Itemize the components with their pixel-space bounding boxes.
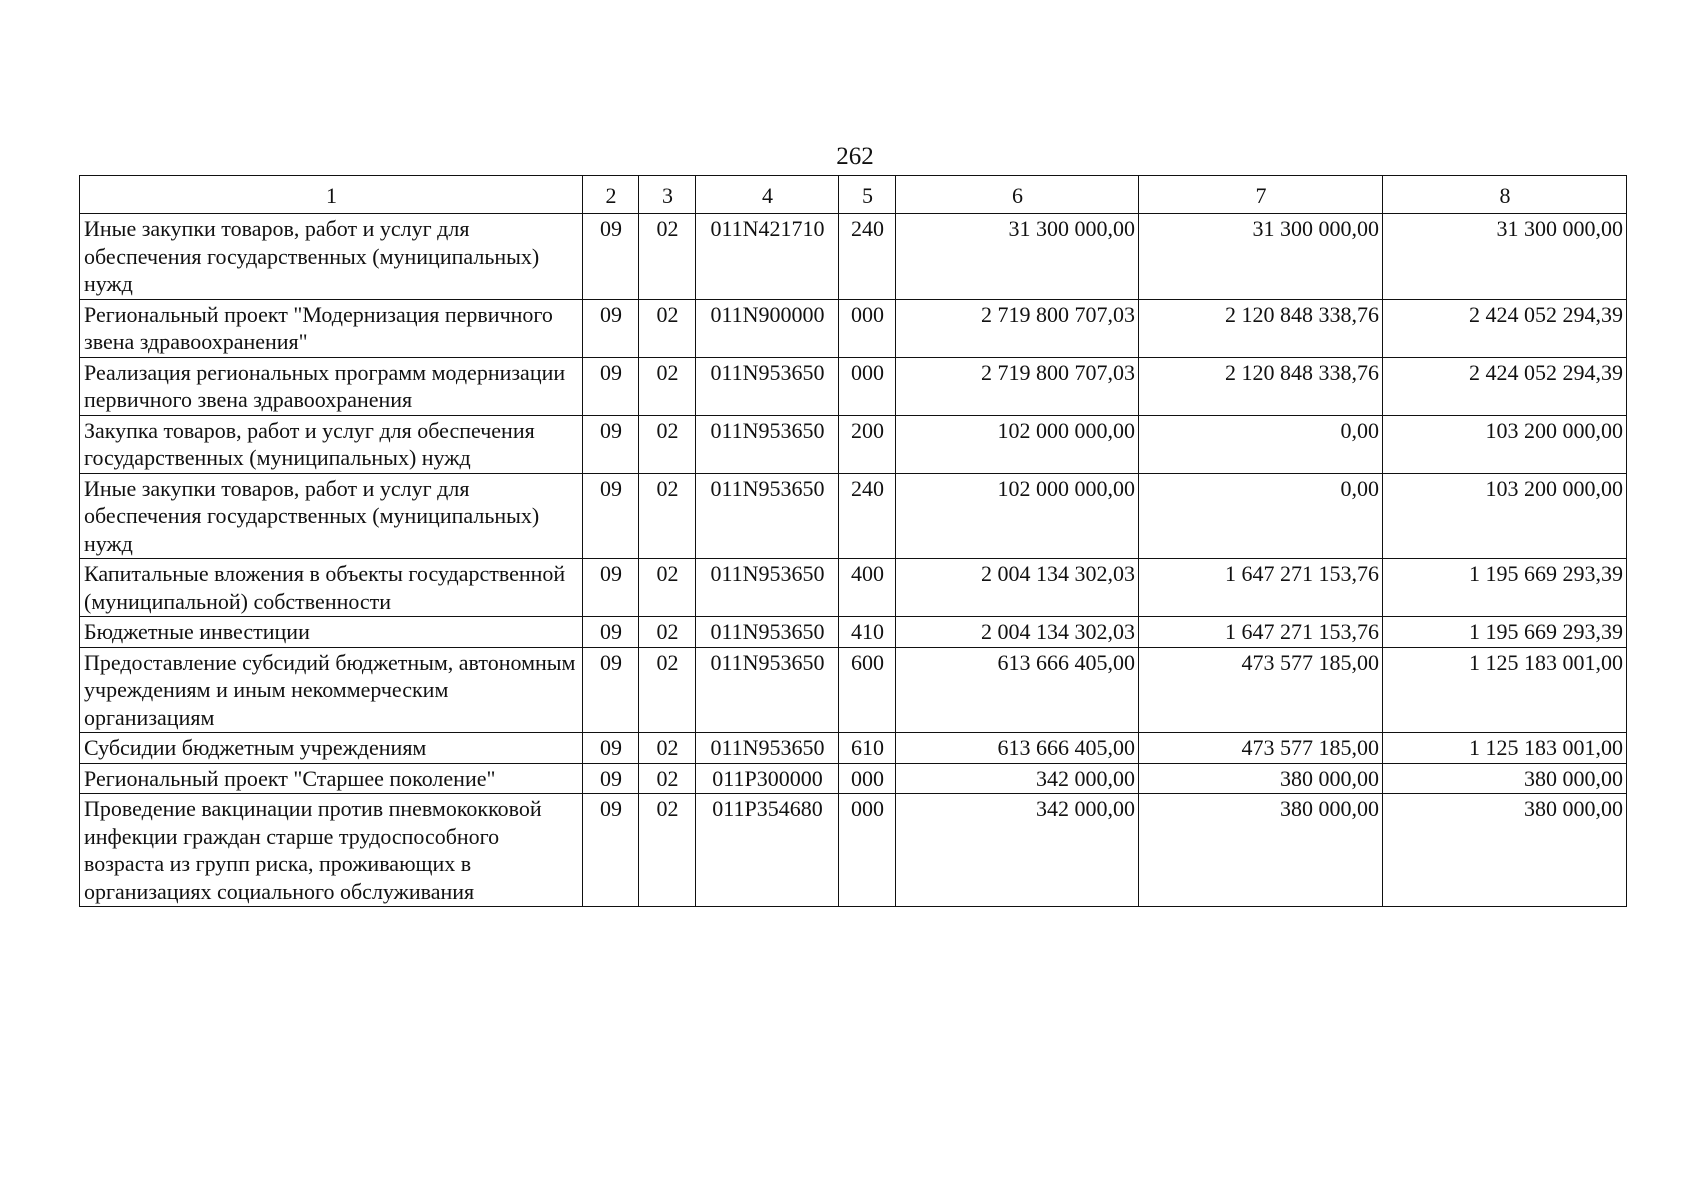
amount-col8-cell: 2 424 052 294,39 [1383,357,1627,415]
row-name-cell: Иные закупки товаров, работ и услуг для обеспечения государственных (муниципальных) нужд [80,214,583,300]
row-name-cell: Бюджетные инвестиции [80,617,583,648]
column-header: 1 [80,176,583,214]
row-name-cell: Региональный проект "Модернизация первичного звена здравоохранения" [80,299,583,357]
subsection-code-cell: 02 [639,733,696,764]
column-header: 3 [639,176,696,214]
amount-col6-cell: 342 000,00 [896,794,1139,907]
budget-table [79,175,1627,907]
table-row [80,559,1627,617]
target-article-cell: 011N953650 [696,733,839,764]
target-article-cell: 011N900000 [696,299,839,357]
subsection-code-cell: 02 [639,559,696,617]
expense-type-cell: 600 [839,647,896,733]
amount-col6-cell: 342 000,00 [896,763,1139,794]
subsection-code-cell: 02 [639,763,696,794]
expense-type-cell: 400 [839,559,896,617]
amount-col7-cell: 2 120 848 338,76 [1139,357,1383,415]
target-article-cell: 011N953650 [696,559,839,617]
section-code-cell: 09 [583,617,639,648]
expense-type-cell: 240 [839,214,896,300]
column-header: 8 [1383,176,1627,214]
amount-col8-cell: 103 200 000,00 [1383,415,1627,473]
header-row [80,176,1627,214]
subsection-code-cell: 02 [639,357,696,415]
expense-type-cell: 000 [839,794,896,907]
row-name-cell: Закупка товаров, работ и услуг для обеспечения государственных (муниципальных) нужд [80,415,583,473]
amount-col7-cell: 31 300 000,00 [1139,214,1383,300]
section-code-cell: 09 [583,647,639,733]
amount-col6-cell: 2 719 800 707,03 [896,357,1139,415]
amount-col8-cell: 103 200 000,00 [1383,473,1627,559]
expense-type-cell: 000 [839,357,896,415]
column-header: 5 [839,176,896,214]
amount-col7-cell: 2 120 848 338,76 [1139,299,1383,357]
amount-col8-cell: 380 000,00 [1383,794,1627,907]
row-name-cell: Субсидии бюджетным учреждениям [80,733,583,764]
page-number: 262 [836,143,874,170]
section-code-cell: 09 [583,733,639,764]
target-article-cell: 011N953650 [696,357,839,415]
row-name-cell: Иные закупки товаров, работ и услуг для обеспечения государственных (муниципальных) нужд [80,473,583,559]
target-article-cell: 011P300000 [696,763,839,794]
column-header: 7 [1139,176,1383,214]
subsection-code-cell: 02 [639,473,696,559]
amount-col6-cell: 2 004 134 302,03 [896,559,1139,617]
target-article-cell: 011N953650 [696,617,839,648]
expense-type-cell: 200 [839,415,896,473]
amount-col8-cell: 380 000,00 [1383,763,1627,794]
amount-col8-cell: 1 195 669 293,39 [1383,617,1627,648]
target-article-cell: 011N953650 [696,647,839,733]
column-header: 4 [696,176,839,214]
amount-col6-cell: 2 004 134 302,03 [896,617,1139,648]
amount-col7-cell: 380 000,00 [1139,763,1383,794]
table-row [80,214,1627,300]
section-code-cell: 09 [583,794,639,907]
subsection-code-cell: 02 [639,214,696,300]
section-code-cell: 09 [583,299,639,357]
amount-col6-cell: 102 000 000,00 [896,415,1139,473]
table-header [80,176,1627,214]
amount-col7-cell: 0,00 [1139,473,1383,559]
table-row [80,299,1627,357]
table-row [80,357,1627,415]
amount-col7-cell: 0,00 [1139,415,1383,473]
section-code-cell: 09 [583,357,639,415]
row-name-cell: Проведение вакцинации против пневмококковой инфекции граждан старше трудоспособного возраста из групп риска, проживающих в организациях социального обслуживания [80,794,583,907]
row-name-cell: Реализация региональных программ модернизации первичного звена здравоохранения [80,357,583,415]
expense-type-cell: 610 [839,733,896,764]
amount-col8-cell: 1 195 669 293,39 [1383,559,1627,617]
amount-col8-cell: 31 300 000,00 [1383,214,1627,300]
target-article-cell: 011N953650 [696,473,839,559]
table-row [80,763,1627,794]
amount-col6-cell: 613 666 405,00 [896,647,1139,733]
subsection-code-cell: 02 [639,794,696,907]
amount-col7-cell: 1 647 271 153,76 [1139,559,1383,617]
section-code-cell: 09 [583,415,639,473]
row-name-cell: Предоставление субсидий бюджетным, автономным учреждениям и иным некоммерческим организациям [80,647,583,733]
table-row [80,794,1627,907]
column-header: 2 [583,176,639,214]
expense-type-cell: 240 [839,473,896,559]
expense-type-cell: 410 [839,617,896,648]
subsection-code-cell: 02 [639,617,696,648]
amount-col6-cell: 102 000 000,00 [896,473,1139,559]
row-name-cell: Региональный проект "Старшее поколение" [80,763,583,794]
column-header: 6 [896,176,1139,214]
subsection-code-cell: 02 [639,415,696,473]
table-row [80,415,1627,473]
table-row [80,473,1627,559]
row-name-cell: Капитальные вложения в объекты государственной (муниципальной) собственности [80,559,583,617]
expense-type-cell: 000 [839,763,896,794]
table-body [80,214,1627,907]
table-row [80,733,1627,764]
subsection-code-cell: 02 [639,299,696,357]
amount-col6-cell: 613 666 405,00 [896,733,1139,764]
subsection-code-cell: 02 [639,647,696,733]
table-row [80,647,1627,733]
amount-col7-cell: 380 000,00 [1139,794,1383,907]
target-article-cell: 011N953650 [696,415,839,473]
expense-type-cell: 000 [839,299,896,357]
amount-col6-cell: 31 300 000,00 [896,214,1139,300]
table-row [80,617,1627,648]
target-article-cell: 011P354680 [696,794,839,907]
amount-col8-cell: 1 125 183 001,00 [1383,733,1627,764]
amount-col8-cell: 1 125 183 001,00 [1383,647,1627,733]
section-code-cell: 09 [583,559,639,617]
amount-col7-cell: 1 647 271 153,76 [1139,617,1383,648]
section-code-cell: 09 [583,763,639,794]
amount-col6-cell: 2 719 800 707,03 [896,299,1139,357]
amount-col8-cell: 2 424 052 294,39 [1383,299,1627,357]
section-code-cell: 09 [583,214,639,300]
amount-col7-cell: 473 577 185,00 [1139,647,1383,733]
section-code-cell: 09 [583,473,639,559]
amount-col7-cell: 473 577 185,00 [1139,733,1383,764]
target-article-cell: 011N421710 [696,214,839,300]
